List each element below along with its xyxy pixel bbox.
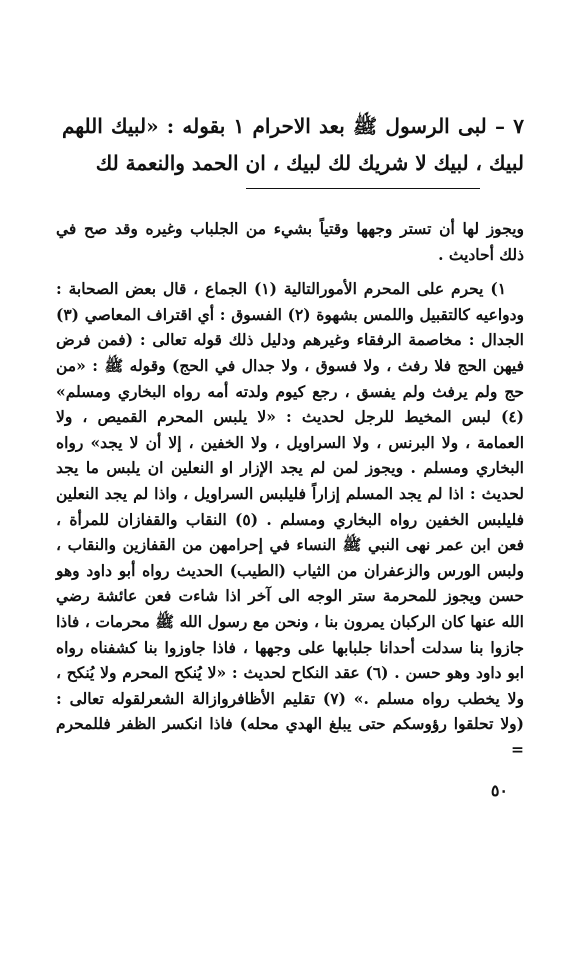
footnote-separator: [246, 188, 480, 189]
page-number: ٥٠: [490, 781, 508, 800]
footnote-body: ١) يحرم على المحرم الأمورالتالية (١) الجماع ، قال بعض الصحابة : ودواعيه كالتقبيل واللمس بشهوة (٢) الفسوق : أي اقتراف المعاصي (٣) الجدال : مخاصمة الرفقاء وغيرهم ودليل ذلك قوله تعالى : (فمن فرض فيهن الحج فلا رفث ، ولا فسوق ، ولا جدال في الحج) وقوله ﷺ : «من حج ولم يرفث ولم يفسق ، رجع كيوم ولدته أمه رواه البخاري ومسلم» (٤) لبس المخيط للرجل لحديث : «لا يلبس المحرم القميص ، ولا العمامة ، ولا البرنس ، ولا السراويل ، ولا الخفين ، إلا أن لا يجد» رواه البخاري ومسلم . ويجوز لمن لم يجد الإزار او النعلين ان يلبس ما يجد لحديث : اذا لم يجد المسلم إزاراً فليلبس السراويل ، واذا لم يجد النعلين فليلبس الخفين رواه البخاري ومسلم . (٥) النقاب والقفازان للمرأة ، فعن ابن عمر نهى النبي ﷺ النساء في إحرامهن من القفازين والنقاب ، ولبس الورس والزعفران من الثياب (الطيب) الحديث رواه أبو داود وهو حسن ويجوز للمحرمة ستر الوجه الى آخر اذا شاءت فعن عائشة رضي الله عنها كان الركبان يمرون بنا ، ونحن مع رسول الله ﷺ محرمات ، فاذا جازوا بنا سدلت أحدانا جلبابها على وجهها ، فاذا جاوزوا بنا كشفناه رواه ابو داود وهو حسن . (٦) عقد النكاح لحديث : «لا يُنكح المحرم ولا يُنكح ، ولا يخطب رواه مسلم .» (٧) تقليم الأظافروازالة الشعرلقوله تعالى : (ولا تحلقوا رؤوسكم حتى يبلغ الهدي محله) فاذا انكسر الظفر فللمحرم =: [56, 279, 525, 759]
footnote-intro: ويجوز لها أن تستر وجهها وقتياً بشيء من الجلباب وغيره وقد صح في ذلك أحاديث .: [56, 219, 524, 264]
footnotes: [56, 216, 524, 762]
main-text: ٧ – لبى الرسول ﷺ بعد الاحرام ١ بقوله : «لبيك اللهم لبيك ، لبيك لا شريك لك لبيك ، ان الحمد والنعمة لك: [62, 114, 524, 175]
